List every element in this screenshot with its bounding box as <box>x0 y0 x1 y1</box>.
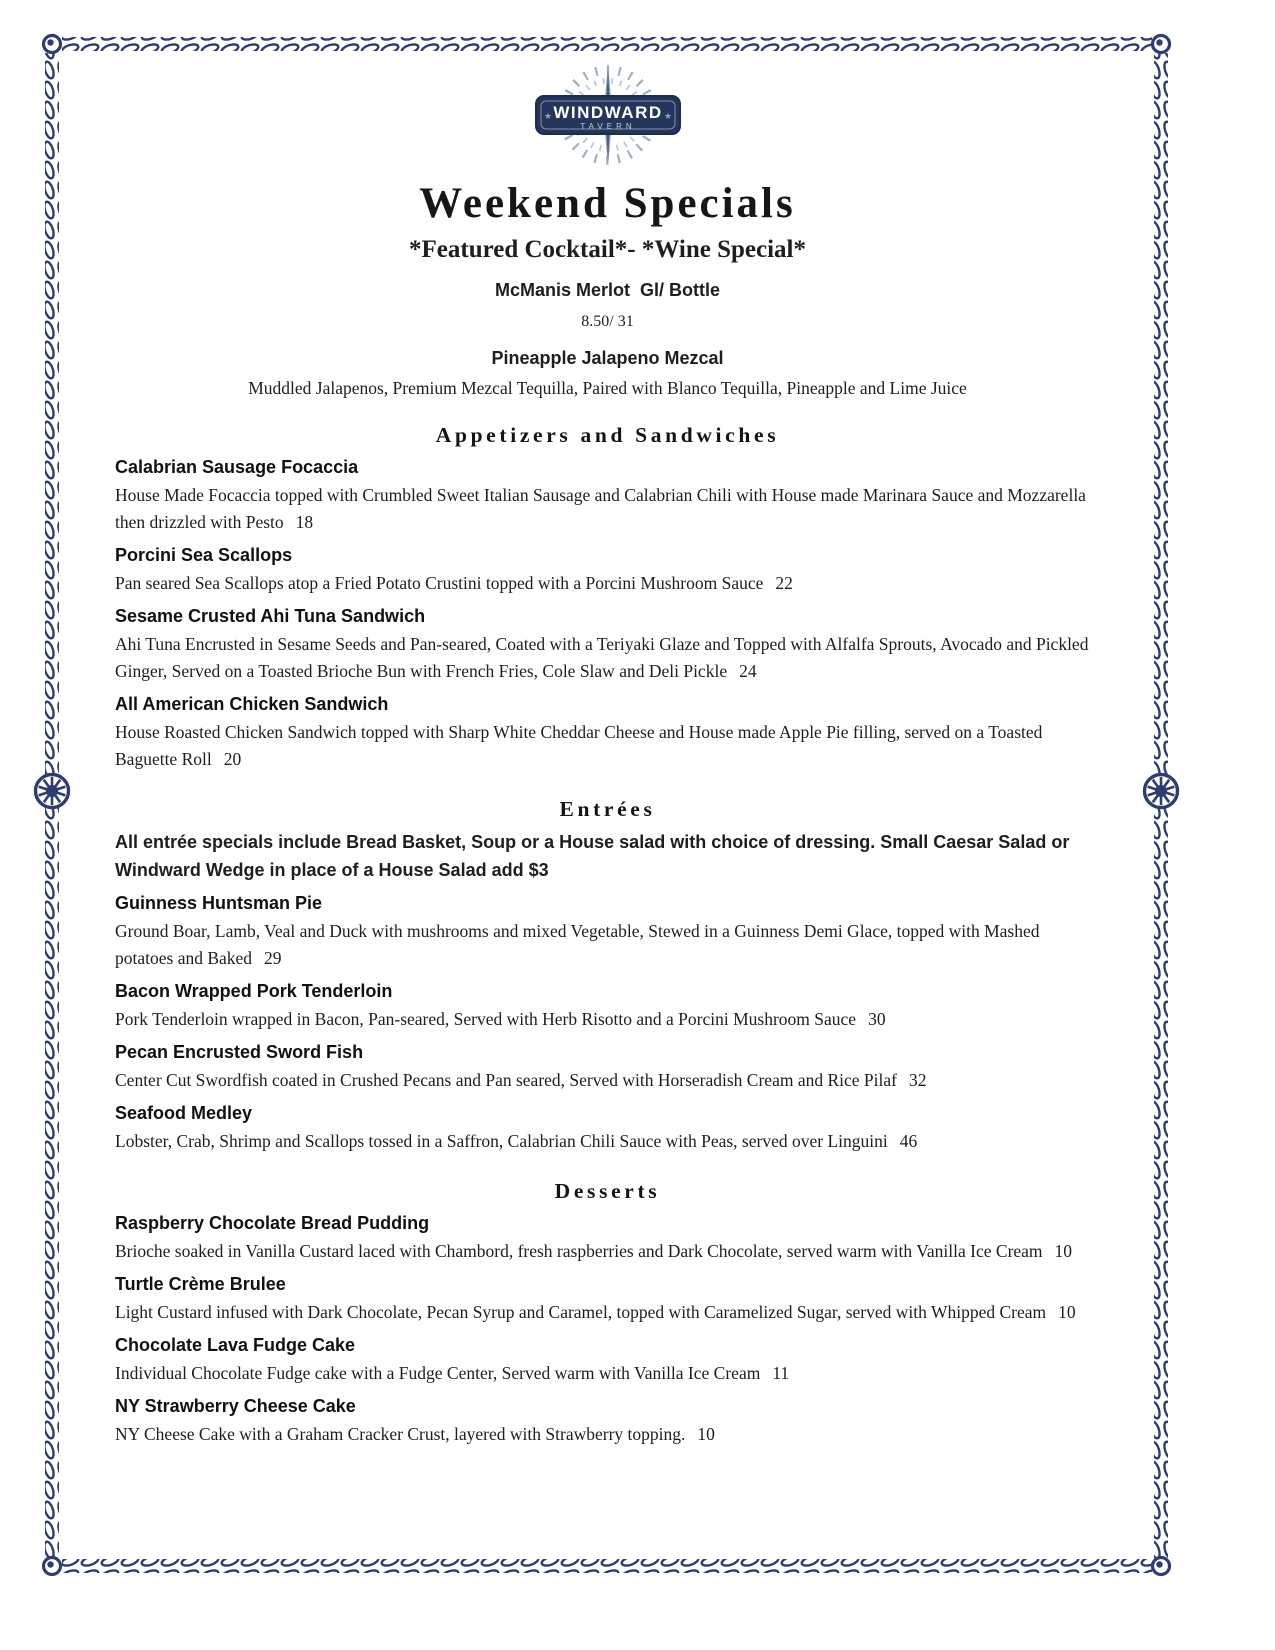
item-name: Bacon Wrapped Pork Tenderloin <box>115 981 393 1001</box>
item-name: Seafood Medley <box>115 1103 253 1123</box>
item-description <box>115 719 1100 773</box>
item-price: 46 <box>899 1131 918 1151</box>
page-subtitle: *Featured Cocktail*- *Wine Special* <box>409 236 806 263</box>
menu-item <box>115 1274 1100 1326</box>
item-price: 11 <box>772 1363 790 1383</box>
star-icon: ★ <box>663 111 672 121</box>
menu-item <box>115 1042 1100 1094</box>
item-price: 22 <box>775 573 793 593</box>
wine-special-price: 8.50/ 31 <box>581 313 634 330</box>
wine-special-name: McManis Merlot Gl/ Bottle <box>494 280 721 300</box>
item-description-text: Ahi Tuna Encrusted in Sesame Seeds and Pan-seared, Coated with a Teriyaki Glaze and Topped with Alfalfa Sprouts, Avocado and Pickled Ginger, Served on a Toasted Brioche Bun with French Fries, Cole Slaw and Deli Pickle <box>115 634 1089 681</box>
item-price: 29 <box>264 948 282 968</box>
item-name: NY Strawberry Cheese Cake <box>115 1396 356 1416</box>
menu-item <box>115 893 1100 972</box>
item-description <box>115 482 1100 536</box>
cocktail-description: Muddled Jalapenos, Premium Mezcal Tequilla, Paired with Blanco Tequilla, Pineapple and Lime Juice <box>248 378 967 398</box>
menu-item <box>115 1213 1100 1265</box>
item-price: 30 <box>868 1009 886 1029</box>
menu-item <box>115 606 1100 685</box>
item-description-text: Center Cut Swordfish coated in Crushed Pecans and Pan seared, Served with Horseradish Cream and Rice Pilaf <box>115 1070 897 1090</box>
item-description-text: Light Custard infused with Dark Chocolate, Pecan Syrup and Caramel, topped with Caramelized Sugar, served with Whipped Cream <box>115 1302 1047 1322</box>
logo <box>115 58 1100 177</box>
compass-logo-icon <box>527 58 689 172</box>
rope-border-bottom <box>62 1559 1152 1573</box>
entrees-note: All entrée specials include Bread Basket, Soup or a House salad with choice of dressing. Small Caesar Salad or Windward Wedge in place of a House Salad add $3 <box>115 832 1070 880</box>
item-description-text: Ground Boar, Lamb, Veal and Duck with mushrooms and mixed Vegetable, Stewed in a Guinness Demi Glace, topped with Mashed potatoes and Baked <box>115 921 1040 968</box>
item-price: 18 <box>295 512 314 532</box>
item-price: 24 <box>739 661 757 681</box>
menu-item <box>115 981 1100 1033</box>
ship-wheel-icon <box>1145 775 1178 808</box>
item-description <box>115 570 1100 597</box>
page-title: Weekend Specials <box>419 180 796 227</box>
item-name: Raspberry Chocolate Bread Pudding <box>115 1213 430 1233</box>
item-name: Chocolate Lava Fudge Cake <box>115 1335 356 1355</box>
item-name: Sesame Crusted Ahi Tuna Sandwich <box>115 606 426 626</box>
star-icon: ★ <box>543 111 552 121</box>
item-description-text: NY Cheese Cake with a Graham Cracker Crust, layered with Strawberry topping. <box>115 1424 686 1444</box>
item-description <box>115 1299 1100 1326</box>
item-description <box>115 631 1100 685</box>
corner-ring-icon <box>44 1558 61 1575</box>
item-description <box>115 1128 1100 1155</box>
section-heading-desserts: Desserts <box>554 1179 661 1203</box>
item-description-text: Pan seared Sea Scallops atop a Fried Potato Crustini topped with a Porcini Mushroom Sauce <box>115 573 764 593</box>
item-name: Pecan Encrusted Sword Fish <box>115 1042 364 1062</box>
item-description-text: House Made Focaccia topped with Crumbled Sweet Italian Sausage and Calabrian Chili with House made Marinara Sauce and Mozzarella then drizzled with Pesto <box>115 485 1086 532</box>
item-description-text: Lobster, Crab, Shrimp and Scallops tossed in a Saffron, Calabrian Chili Sauce with Peas, served over Linguini <box>115 1131 888 1151</box>
item-name: Turtle Crème Brulee <box>115 1274 286 1294</box>
item-description <box>115 1006 1100 1033</box>
item-name: Calabrian Sausage Focaccia <box>115 457 359 477</box>
cocktail-name: Pineapple Jalapeno Mezcal <box>491 348 724 368</box>
item-name: Porcini Sea Scallops <box>115 545 293 565</box>
section-heading-appetizers: Appetizers and Sandwiches <box>435 423 780 447</box>
corner-ring-icon <box>44 36 61 53</box>
corner-ring-icon <box>1153 36 1170 53</box>
item-description-text: Individual Chocolate Fudge cake with a Fudge Center, Served warm with Vanilla Ice Cream <box>115 1363 761 1383</box>
item-price: 10 <box>1058 1302 1076 1322</box>
item-name: Guinness Huntsman Pie <box>115 893 323 913</box>
menu-item <box>115 1103 1100 1155</box>
item-price: 10 <box>1054 1241 1073 1261</box>
item-description <box>115 1067 1100 1094</box>
menu-page <box>115 58 1100 1448</box>
item-price: 10 <box>697 1424 715 1444</box>
item-price: 32 <box>908 1070 927 1090</box>
menu-item <box>115 457 1100 536</box>
menu-item <box>115 545 1100 597</box>
section-heading-entrees: Entrées <box>559 797 656 821</box>
rope-border-top <box>62 37 1152 51</box>
corner-ring-icon <box>1153 1558 1170 1575</box>
item-name: All American Chicken Sandwich <box>115 694 389 714</box>
item-description <box>115 1360 1100 1387</box>
menu-item <box>115 1396 1100 1448</box>
logo-subname: TAVERN <box>579 122 636 131</box>
item-price: 20 <box>223 749 242 769</box>
item-description-text: House Roasted Chicken Sandwich topped with Sharp White Cheddar Cheese and House made Apple Pie filling, served on a Toasted Baguette Roll <box>115 722 1043 769</box>
item-description <box>115 918 1100 972</box>
item-description <box>115 1421 1100 1448</box>
logo-name: WINDWARD <box>552 103 663 122</box>
ship-wheel-icon <box>36 775 69 808</box>
item-description <box>115 1238 1100 1265</box>
item-description-text: Brioche soaked in Vanilla Custard laced with Chambord, fresh raspberries and Dark Chocolate, served warm with Vanilla Ice Cream <box>115 1241 1043 1261</box>
menu-item <box>115 1335 1100 1387</box>
item-description-text: Pork Tenderloin wrapped in Bacon, Pan-seared, Served with Herb Risotto and a Porcini Mushroom Sauce <box>115 1009 857 1029</box>
menu-item <box>115 694 1100 773</box>
